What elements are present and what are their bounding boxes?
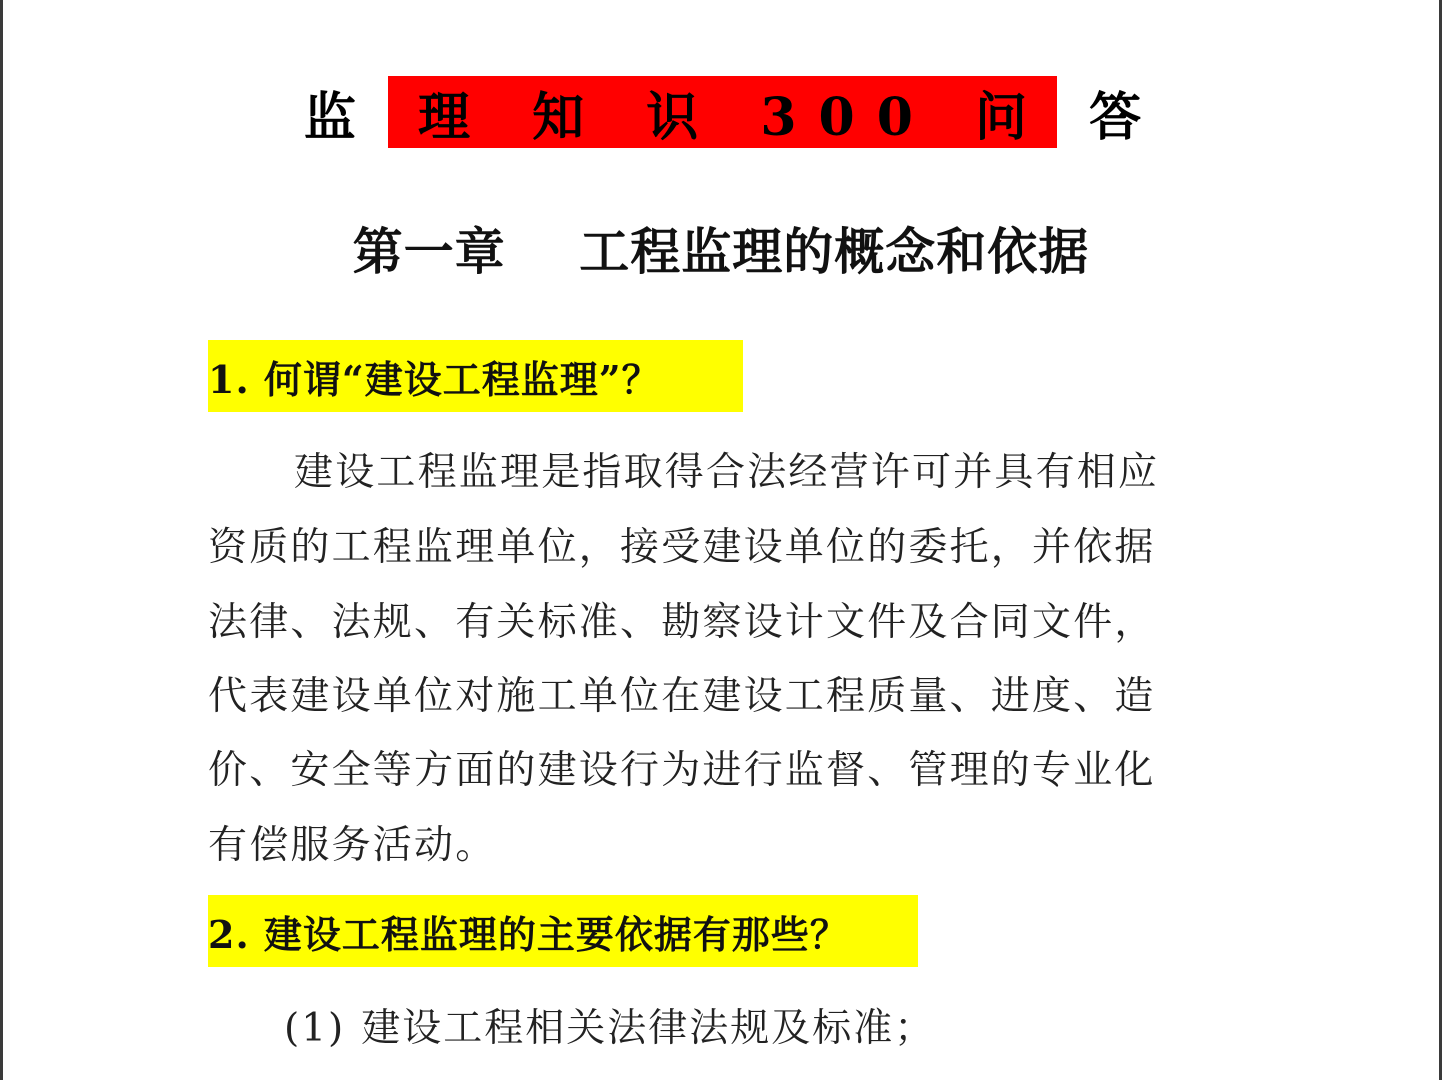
answer-line: 代表建设单位对施工单位在建设工程质量、进度、造: [208, 674, 1156, 719]
list-item: [284, 1004, 935, 1054]
page-border-left: [0, 0, 3, 1080]
question-heading-text: 1. 何谓“建设工程监理”？: [208, 356, 661, 402]
answer-line: 法律、法规、有关标准、勘察设计文件及合同文件，: [208, 600, 1156, 645]
answer-line: 有偿服务活动。: [208, 823, 497, 868]
document-title-banner: [303, 76, 1164, 148]
answer-line: 价、安全等方面的建设行为进行监督、管理的专业化: [208, 748, 1156, 793]
question-heading-1: [208, 340, 743, 412]
document-title: 监 理 知 识 300 问 答: [303, 86, 1164, 148]
list-item-text: 建设工程相关法律法规及标准；: [361, 1006, 936, 1051]
answer-line: 建设工程监理是指取得合法经营许可并具有相应: [294, 450, 1160, 495]
question-heading-text: 2. 建设工程监理的主要依据有那些？: [208, 911, 849, 957]
chapter-heading: 第一章 工程监理的概念和依据: [352, 222, 1090, 281]
answer-line: 资质的工程监理单位，接受建设单位的委托，并依据: [208, 525, 1156, 570]
question-heading-2: [208, 895, 918, 967]
list-item-number: (1): [284, 1006, 346, 1051]
